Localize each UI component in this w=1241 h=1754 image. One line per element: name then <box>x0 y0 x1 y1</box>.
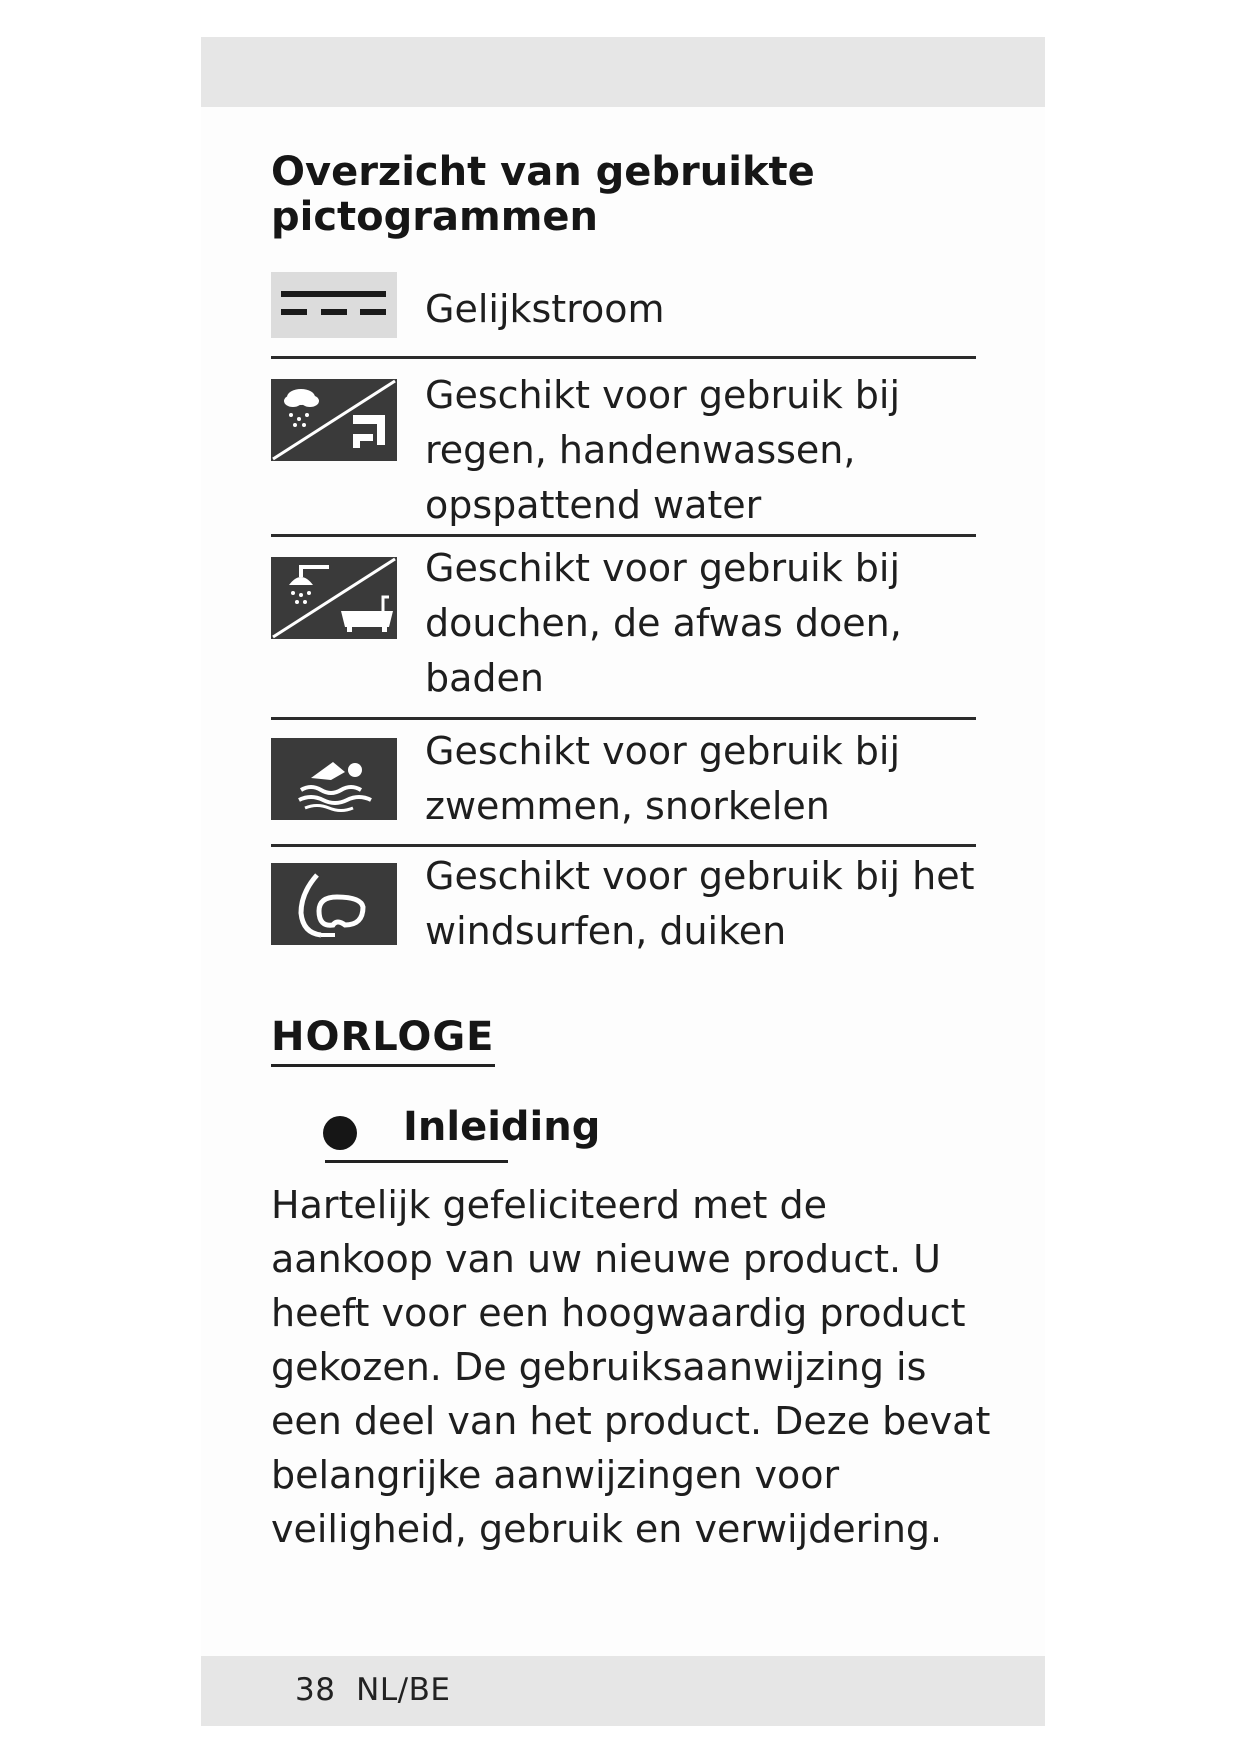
bullet-icon <box>323 1116 357 1150</box>
snorkel-mask-icon <box>271 863 397 945</box>
page-footer <box>295 1672 450 1708</box>
pictogram-row <box>271 847 976 967</box>
pictogram-row <box>271 537 976 720</box>
language-code: NL/BE <box>356 1672 451 1708</box>
subsection-underline <box>325 1160 508 1163</box>
intro-paragraph: Hartelijk gefeliciteerd met de aankoop van uw nieuwe product. U heeft voor een hoogwaardig product gekozen. De gebruiksaanwijzing is een deel van het product. Deze bevat belangrijke aanwijzingen voor veiligheid, gebruik en verwijdering. <box>271 1183 991 1551</box>
pictogram-label: Geschikt voor gebruik bij zwemmen, snorkelen <box>425 729 901 828</box>
header-band <box>201 37 1045 107</box>
pictogram-label: Geschikt voor gebruik bij douchen, de afwas doen, baden <box>425 546 902 700</box>
pictogram-label: Geschikt voor gebruik bij het windsurfen, duiken <box>425 854 975 953</box>
pictogram-table <box>271 268 976 967</box>
pictogram-label: Geschikt voor gebruik bij regen, handenwassen, opspattend water <box>425 373 901 527</box>
page-number: 38 <box>295 1672 336 1708</box>
subsection-title: Inleiding <box>403 1104 601 1150</box>
page-title: Overzicht van gebruikte pictogrammen <box>271 149 815 240</box>
pictogram-label: Gelijkstroom <box>425 287 665 331</box>
pictogram-row <box>271 359 976 537</box>
shower-bath-icon <box>271 557 397 639</box>
pictogram-row <box>271 268 976 359</box>
section-title: HORLOGE <box>271 1014 495 1067</box>
swimmer-icon <box>271 738 397 820</box>
pictogram-row <box>271 720 976 847</box>
direct-current-icon <box>271 272 397 338</box>
rain-handwash-icon <box>271 379 397 461</box>
